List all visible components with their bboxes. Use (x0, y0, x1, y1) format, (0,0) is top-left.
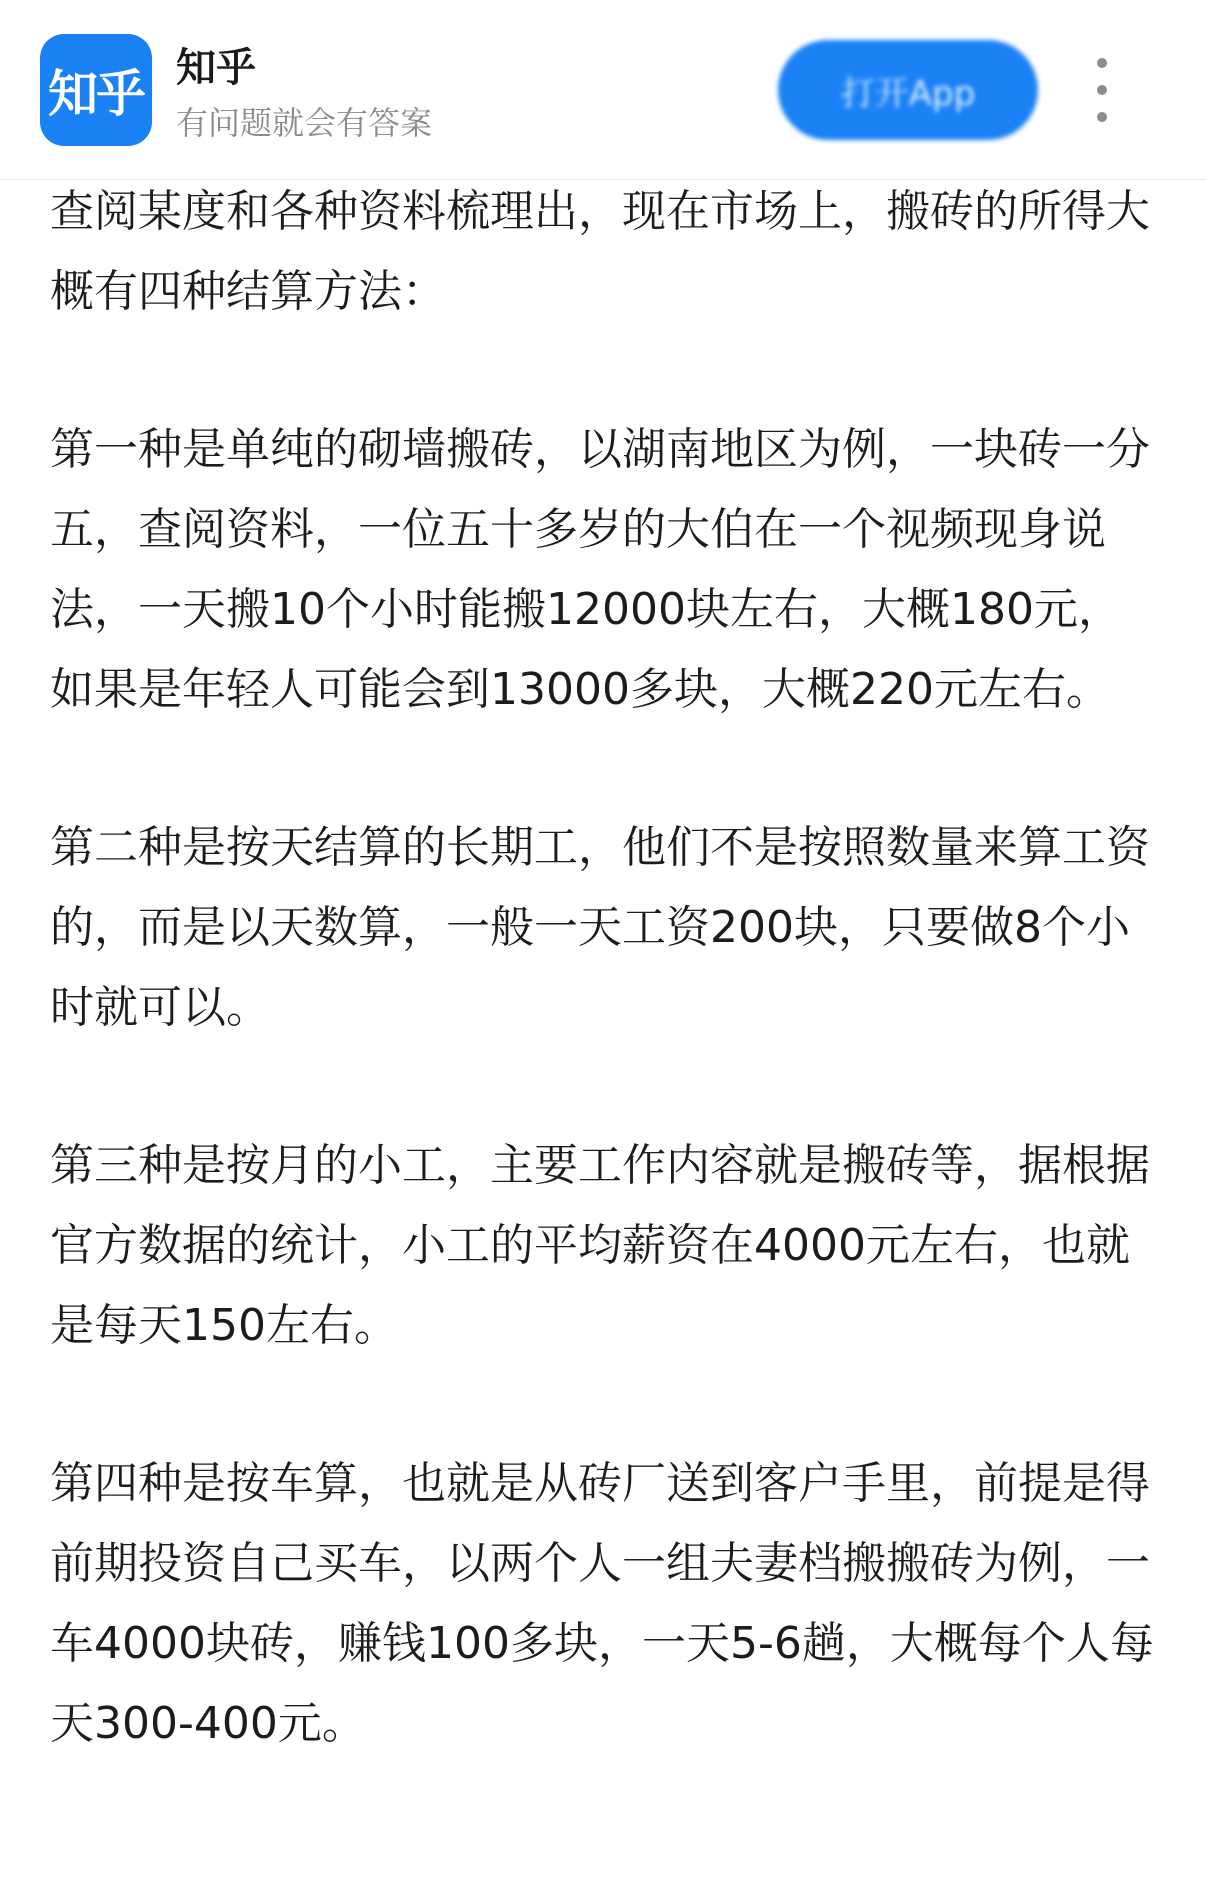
zhihu-logo-icon[interactable]: 知乎 (40, 34, 152, 146)
answer-paragraph-3: 第二种是按天结算的长期工，他们不是按照数量来算工资的，而是以天数算，一般一天工资200块，只要做8个小时就可以。 (50, 822, 1150, 1033)
more-dot (1097, 112, 1107, 122)
open-app-button[interactable]: 打开App (778, 40, 1038, 140)
app-name: 知乎 (176, 45, 256, 91)
answer-paragraph-2: 第一种是单纯的砌墙搬砖，以湖南地区为例，一块砖一分五，查阅资料，一位五十多岁的大伯在一个视频现身说法，一天搬10个小时能搬12000块左右，大概180元，如果是年轻人可能会到13000多块，大概220元左右。 (50, 424, 1150, 715)
app-slogan: 有问题就会有答案 (176, 104, 433, 142)
answer-paragraph-1: 查阅某度和各种资料梳理出，现在市场上，搬砖的所得大概有四种结算方法： (50, 186, 1150, 317)
more-dot (1097, 85, 1107, 95)
more-vertical-icon[interactable] (1080, 58, 1124, 122)
more-dot (1097, 58, 1107, 68)
answer-paragraph-4: 第三种是按月的小工，主要工作内容就是搬砖等，据根据官方数据的统计，小工的平均薪资在4000元左右，也就是每天150左右。 (50, 1140, 1150, 1351)
answer-paragraph-5: 第四种是按车算，也就是从砖厂送到客户手里，前提是得前期投资自己买车，以两个人一组夫妻档搬搬砖为例，一车4000块砖，赚钱100多块，一天5-6趟，大概每个人每天300-400元。 (50, 1458, 1154, 1749)
app-banner (0, 0, 1206, 180)
answer-body (50, 172, 1160, 1842)
